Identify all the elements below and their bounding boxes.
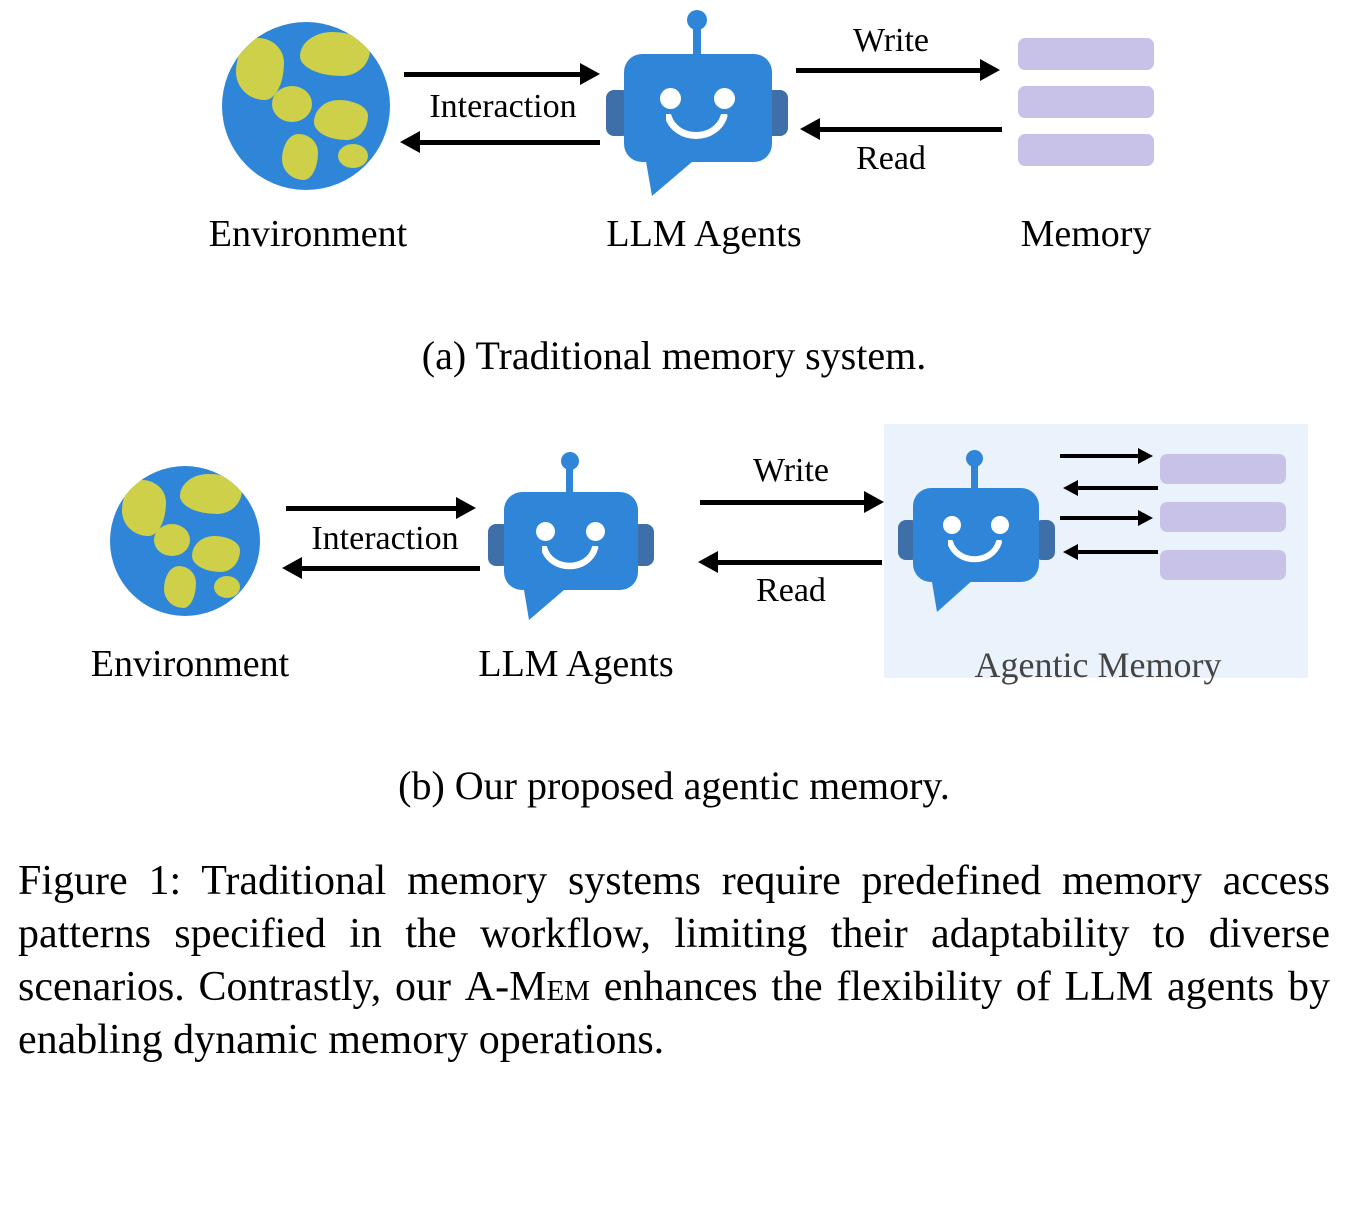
caption-text-before: Figure 1: Traditional memory systems require predefined memory access patterns specified in the workflow, limiting their adaptability to diverse scenarios. Contrastly, our: [18, 858, 1330, 1010]
memory-block: [1160, 550, 1286, 580]
arrow-label-interaction: Interaction: [311, 520, 459, 557]
subcaption-b: (b) Our proposed agentic memory.: [398, 763, 950, 808]
node-label-memory: Memory: [1020, 213, 1152, 255]
arrow-label-read: Read: [856, 140, 926, 177]
memory-block: [1160, 502, 1286, 532]
figure-caption: [18, 855, 1330, 1067]
arrow-label-interaction: Interaction: [429, 88, 577, 125]
subcaption-a: (a) Traditional memory system.: [421, 333, 927, 378]
globe-icon: [222, 22, 390, 190]
robot-icon: [900, 450, 1060, 616]
robot-icon: [490, 452, 662, 622]
memory-block: [1160, 454, 1286, 484]
caption-acronym: A-Mem: [464, 963, 590, 1010]
panel-traditional-memory: [0, 0, 1348, 300]
node-label-llm-agents: LLM Agents: [606, 213, 802, 255]
arrow-label-read: Read: [756, 572, 826, 609]
panel-agentic-memory: [0, 410, 1348, 710]
memory-block: [1018, 86, 1154, 118]
memory-block: [1018, 134, 1154, 166]
caption-text-after: enhances the flexibility of LLM agents by enabling dynamic memory operations.: [18, 963, 1330, 1063]
node-label-agentic-memory: Agentic Memory: [974, 645, 1222, 685]
node-label-environment: Environment: [90, 643, 290, 685]
memory-block: [1018, 38, 1154, 70]
arrow-label-write: Write: [852, 22, 930, 59]
node-label-environment: Environment: [208, 213, 408, 255]
globe-icon: [110, 466, 260, 616]
node-label-llm-agents: LLM Agents: [478, 643, 674, 685]
arrow-label-write: Write: [752, 452, 830, 489]
robot-icon: [608, 10, 798, 196]
